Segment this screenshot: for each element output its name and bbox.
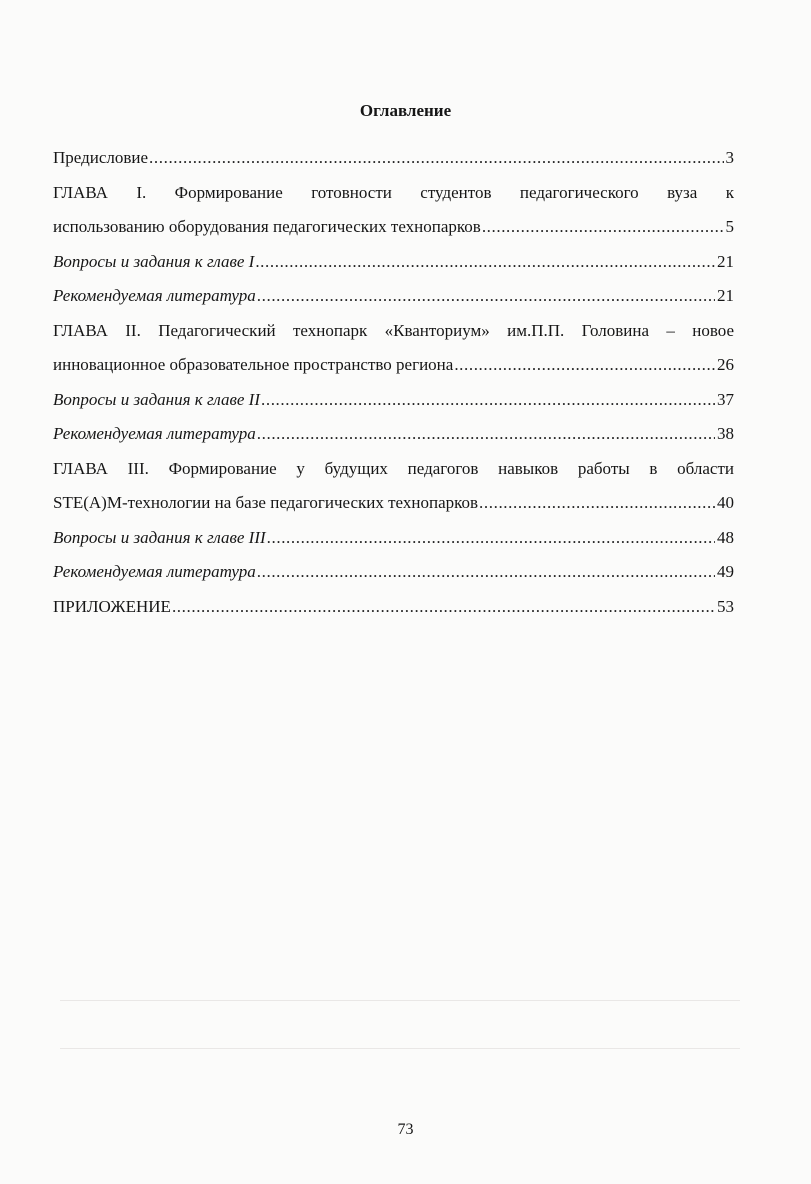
toc-entry-label-line: ГЛАВА II. Педагогический технопарк «Кванториум» им.П.П. Головина – новое <box>53 320 734 340</box>
toc-entry-page: 21 <box>717 251 734 271</box>
toc-entry-label: использованию оборудования педагогических технопарков <box>53 217 481 236</box>
dot-leader <box>257 422 715 446</box>
toc-entry-label: инновационное образовательное пространство региона <box>53 355 454 374</box>
toc-entry-page: 26 <box>717 355 734 374</box>
dot-leader <box>267 526 715 550</box>
dot-leader <box>255 250 715 274</box>
dot-leader <box>479 491 715 515</box>
toc-entry-page: 49 <box>717 562 734 581</box>
toc-entry-label: Вопросы и задания к главе II <box>53 389 260 409</box>
toc-entry-page: 40 <box>717 493 734 512</box>
dot-leader <box>261 388 715 412</box>
toc-entry-label: Рекомендуемая литература <box>53 286 256 305</box>
toc-entry-label-line: ГЛАВА III. Формирование у будущих педагогов навыков работы в области <box>53 458 734 478</box>
dot-leader <box>454 353 715 377</box>
dot-leader <box>257 284 715 308</box>
toc-entry-label: Рекомендуемая литература <box>53 424 256 443</box>
toc-entry-page: 3 <box>725 148 734 167</box>
toc-entry-label: Предисловие <box>53 148 149 167</box>
toc-entry-label: Вопросы и задания к главе III <box>53 527 266 547</box>
toc-entry-label: Рекомендуемая литература <box>53 562 256 581</box>
toc-title: Оглавление <box>359 101 452 120</box>
bleed-through-rule <box>60 1048 740 1049</box>
toc-entry-page: 53 <box>717 596 734 616</box>
dot-leader <box>257 560 715 584</box>
toc-entry-label: STE(A)M-технологии на базе педагогических технопарков <box>53 493 479 512</box>
toc-entry-label-line: ГЛАВА I. Формирование готовности студентов педагогического вуза к <box>53 182 734 202</box>
toc-entry-label: Вопросы и задания к главе I <box>53 251 255 271</box>
toc-entry-page: 37 <box>717 389 734 409</box>
toc-entry-page: 38 <box>717 424 734 443</box>
toc-entry-label: ПРИЛОЖЕНИЕ <box>53 596 171 616</box>
dot-leader <box>482 215 724 239</box>
page-number: 73 <box>397 1121 414 1138</box>
toc-entry-page: 48 <box>717 527 734 547</box>
dot-leader <box>172 595 715 619</box>
bleed-through-rule <box>60 1000 740 1001</box>
toc-entry-page: 5 <box>725 217 734 236</box>
dot-leader <box>149 146 723 170</box>
toc-entry-page: 21 <box>717 286 734 305</box>
